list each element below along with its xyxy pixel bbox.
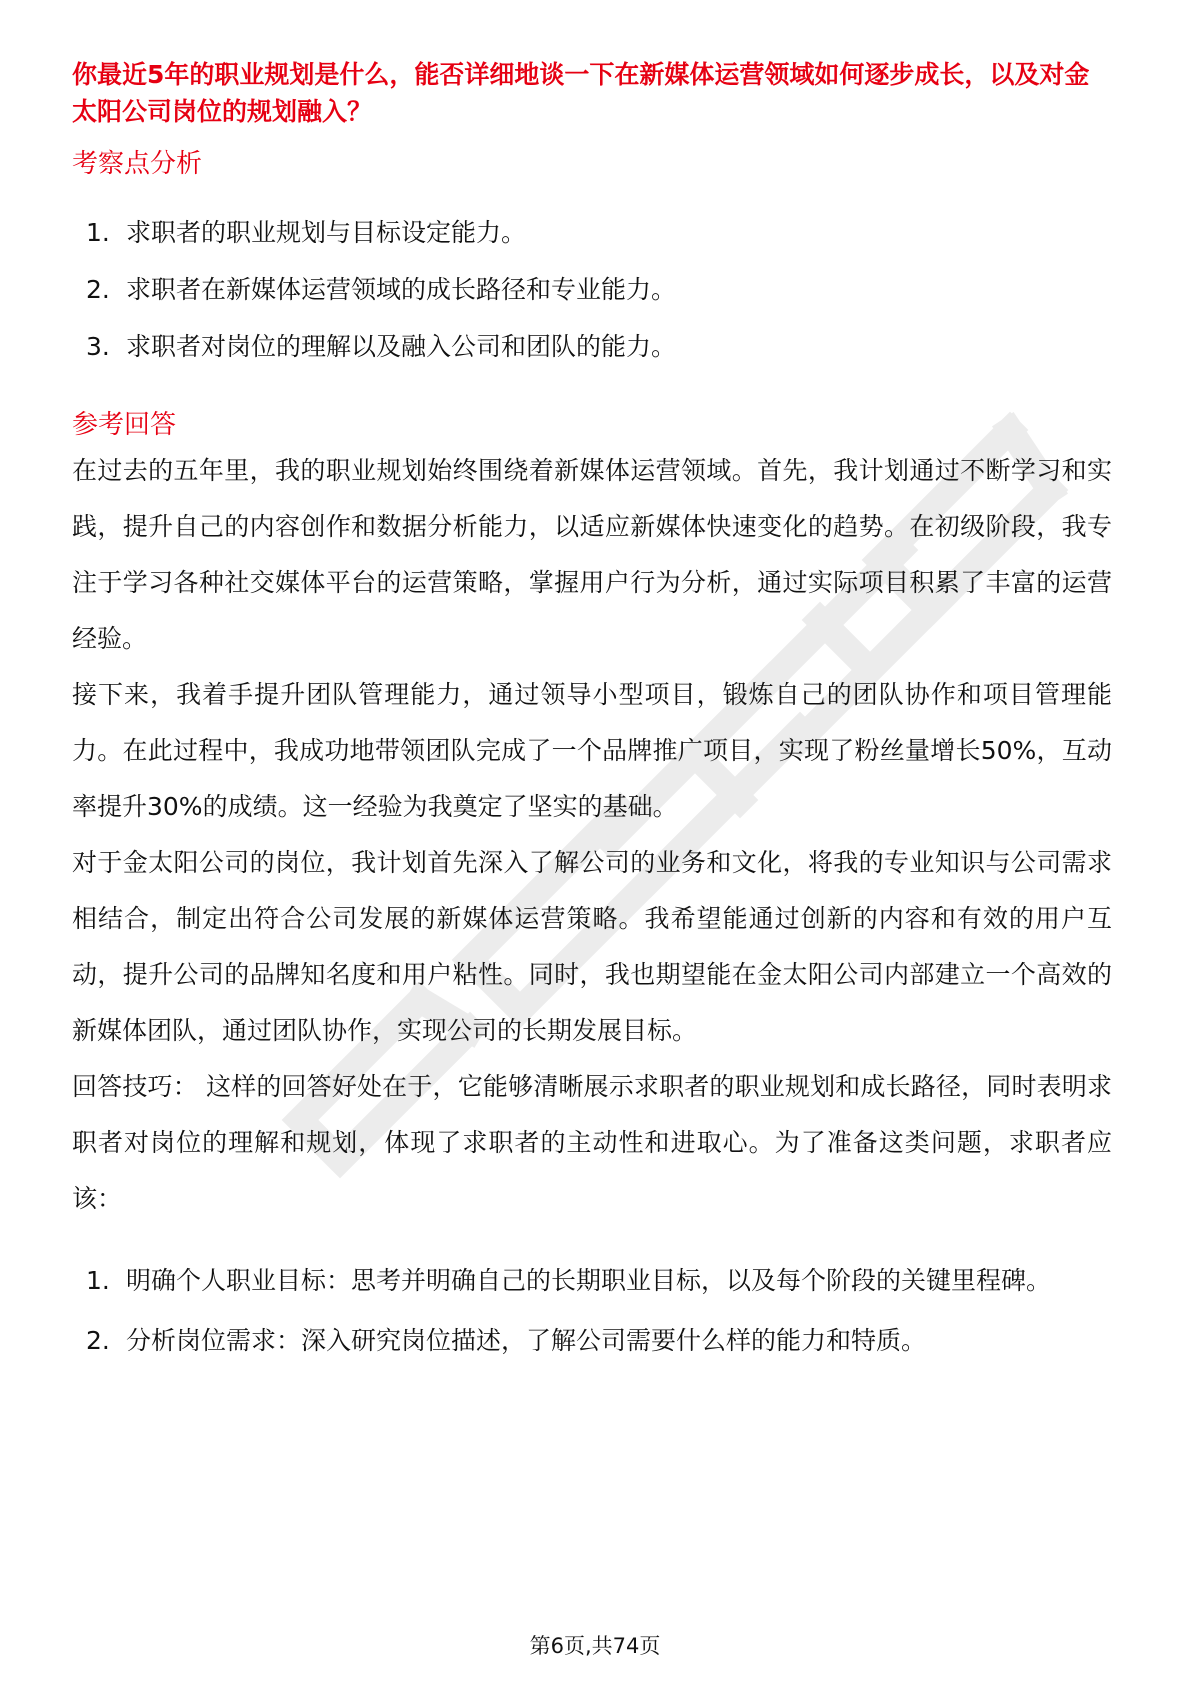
question-title: 你最近5年的职业规划是什么，能否详细地谈一下在新媒体运营领域如何逐步成长，以及对金太阳公司岗位的规划融入？ — [72, 60, 1090, 126]
answer-heading: 参考回答 — [72, 410, 177, 440]
list-item — [72, 261, 1112, 318]
list-item-number: 2. — [86, 275, 110, 304]
list-item-text: 分析岗位需求：深入研究岗位描述，了解公司需要什么样的能力和特质。 — [126, 1326, 927, 1355]
answer-paragraph: 在过去的五年里，我的职业规划始终围绕着新媒体运营领域。首先，我计划通过不断学习和实践，提升自己的内容创作和数据分析能力，以适应新媒体快速变化的趋势。在初级阶段，我专注于学习各种社交媒体平台的运营策略，掌握用户行为分析，通过实际项目积累了丰富的运营经验。 — [72, 456, 1112, 653]
tips-list — [72, 1253, 1112, 1369]
answer-paragraph: 接下来，我着手提升团队管理能力，通过领导小型项目，锻炼自己的团队协作和项目管理能力。在此过程中，我成功地带领团队完成了一个品牌推广项目，实现了粉丝量增长50%，互动率提升30%的成绩。这一经验为我奠定了坚实的基础。 — [72, 680, 1112, 821]
list-item-text: 明确个人职业目标：思考并明确自己的长期职业目标，以及每个阶段的关键里程碑。 — [126, 1266, 1052, 1295]
page-footer: 第6页,共74页 — [529, 1634, 661, 1658]
list-item-text: 求职者在新媒体运营领域的成长路径和专业能力。 — [126, 275, 677, 304]
list-item-text: 求职者对岗位的理解以及融入公司和团队的能力。 — [126, 332, 677, 361]
list-item — [72, 1313, 1112, 1369]
list-item — [72, 204, 1112, 261]
content-column — [72, 56, 1112, 1369]
answer-paragraph: 对于金太阳公司的岗位，我计划首先深入了解公司的业务和文化，将我的专业知识与公司需求相结合，制定出符合公司发展的新媒体运营策略。我希望能通过创新的内容和有效的用户互动，提升公司的品牌知名度和用户粘性。同时，我也期望能在金太阳公司内部建立一个高效的新媒体团队，通过团队协作，实现公司的长期发展目标。 — [72, 848, 1112, 1045]
list-item-number: 2. — [86, 1326, 110, 1355]
list-item — [72, 1253, 1112, 1309]
list-item-number: 3. — [86, 332, 110, 361]
analysis-heading: 考察点分析 — [72, 149, 203, 179]
analysis-points-list — [72, 204, 1112, 375]
list-item-text: 求职者的职业规划与目标设定能力。 — [126, 218, 527, 247]
list-item-number: 1. — [86, 218, 110, 247]
list-item — [72, 318, 1112, 375]
list-item-number: 1. — [86, 1266, 110, 1295]
tips-paragraph: 回答技巧： 这样的回答好处在于，它能够清晰展示求职者的职业规划和成长路径，同时表明求职者对岗位的理解和规划，体现了求职者的主动性和进取心。为了准备这类问题，求职者应该： — [72, 1072, 1112, 1213]
